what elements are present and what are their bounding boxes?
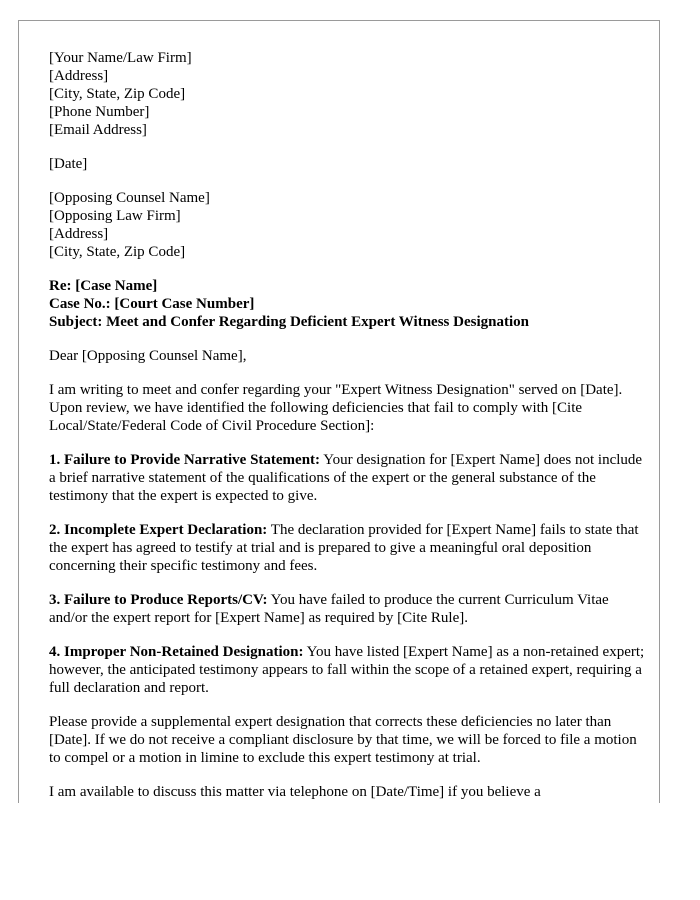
deficiency-item (49, 521, 645, 575)
deficiency-heading: 4. Improper Non-Retained Designation: (49, 644, 304, 660)
deficiency-text: The declaration provided for [Expert Name] fails to state that the expert has agreed to testify at trial and is prepared to give a meaningful oral deposition concerning their specific testimony and fees. (49, 522, 639, 574)
date-block (49, 155, 645, 173)
deficiency-text: Your designation for [Expert Name] does not include a brief narrative statement of the qualifications of the expert or the general substance of the testimony that the expert is expected to give. (49, 452, 643, 504)
deficiency-heading: 1. Failure to Provide Narrative Statement: (49, 452, 321, 468)
sender-name-firm: [Your Name/Law Firm] (49, 50, 192, 66)
letter-page (18, 20, 660, 803)
letter-date: [Date] (49, 156, 88, 172)
request-paragraph: Please provide a supplemental expert designation that corrects these deficiencies no later than [Date]. If we do not receive a compliant disclosure by that time, we will be forced to file a motion to compel or a motion in limine to exclude this expert testimony at trial. (49, 714, 637, 766)
sender-city-state-zip: [City, State, Zip Code] (49, 86, 186, 102)
deficiency-text: You have failed to produce the current Curriculum Vitae and/or the expert report for [Expert Name] as required by [Cite Rule]. (49, 592, 609, 626)
deficiency-item (49, 643, 645, 697)
sender-email: [Email Address] (49, 122, 147, 138)
re-line: Re: [Case Name] (49, 278, 158, 294)
recipient-city-state-zip: [City, State, Zip Code] (49, 244, 186, 260)
deficiency-item (49, 591, 645, 627)
deficiency-item (49, 451, 645, 505)
recipient-law-firm: [Opposing Law Firm] (49, 208, 181, 224)
recipient-block (49, 189, 645, 261)
recipient-counsel-name: [Opposing Counsel Name] (49, 190, 210, 206)
recipient-address: [Address] (49, 226, 109, 242)
intro-paragraph: I am writing to meet and confer regarding your "Expert Witness Designation" served on [Date]. Upon review, we have identified the following deficiencies that fail to comply with [Cite Local/State/Federal Code of Civil Procedure Section]: (49, 382, 623, 434)
salutation: Dear [Opposing Counsel Name], (49, 348, 247, 364)
sender-block (49, 49, 645, 139)
case-number-line: Case No.: [Court Case Number] (49, 296, 255, 312)
deficiency-heading: 3. Failure to Produce Reports/CV: (49, 592, 268, 608)
reference-block (49, 277, 645, 331)
closing-paragraph-partial: I am available to discuss this matter via telephone on [Date/Time] if you believe a (49, 784, 541, 800)
sender-address: [Address] (49, 68, 109, 84)
deficiency-text: You have listed [Expert Name] as a non-retained expert; however, the anticipated testimony appears to fall within the scope of a retained expert, requiring a full declaration and report. (49, 644, 645, 696)
sender-phone: [Phone Number] (49, 104, 150, 120)
subject-line: Subject: Meet and Confer Regarding Deficient Expert Witness Designation (49, 314, 529, 330)
deficiency-heading: 2. Incomplete Expert Declaration: (49, 522, 268, 538)
letter-content (49, 49, 645, 803)
